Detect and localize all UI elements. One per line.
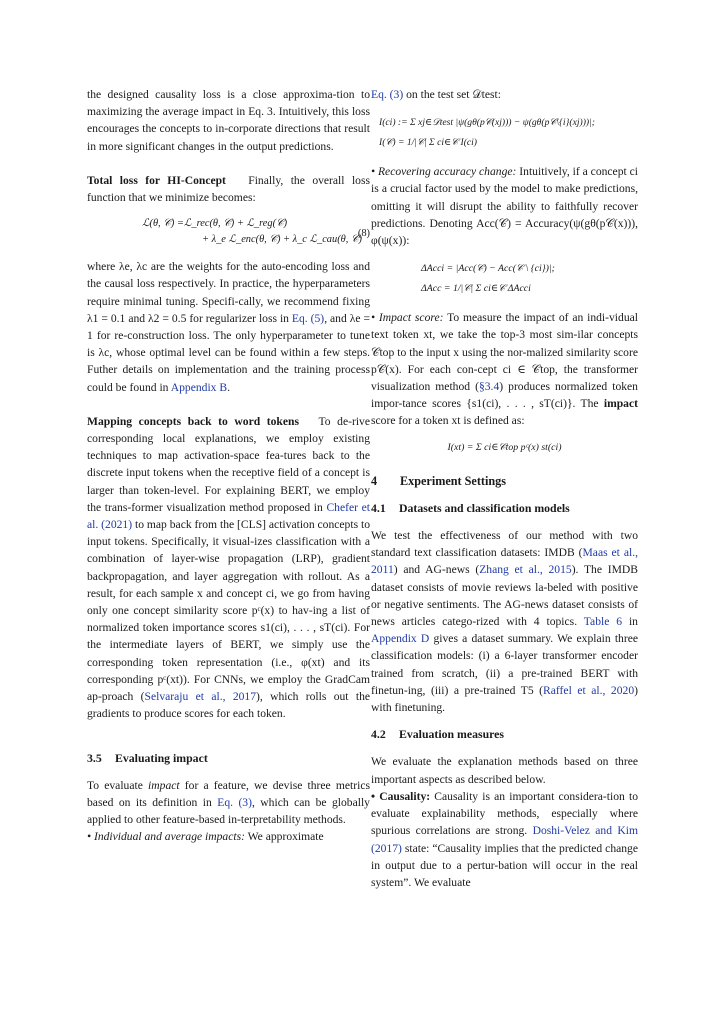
- mapping-text-a: To de-rive corresponding local explanations, we employ existing techniques to map activation-space fea-tures back to the discrete input tokens when the receptive field of a concept is larger than token-level. For explaining BERT, we employ the trans-former visualization method proposed in: [87, 414, 370, 514]
- datasets-text-e: gives a dataset summary. We explain three classification models: (i) a 6-layer transformer encoder trained from scratch, (ii) a pre-trained BERT with finetun-ing, (iii) a pre-trained T5 (: [371, 632, 638, 697]
- bullet-3-label: • Impact score:: [371, 311, 444, 325]
- paragraph-total-loss: [87, 172, 370, 206]
- paragraph-test-set: [371, 86, 638, 103]
- test-set-text: on the test set 𝒟test:: [403, 88, 502, 101]
- equation-accuracy: [371, 259, 638, 299]
- bullet-3-text-a: To measure the impact of an indi-vidual text token xt, we take the top-3 most sim-ilar concepts 𝒞top to the input x using the nor-malized similarity score p𝒞(x). For each con-cept ci ∈ 𝒞top, the transformer visualization method (: [371, 311, 638, 394]
- equation-token-impact-line: I(xt) = Σ ci∈𝒞top pᶜ(x) st(ci): [447, 441, 562, 453]
- datasets-text-d: in: [622, 615, 638, 629]
- section-4-title: Experiment Settings: [400, 473, 506, 488]
- mapping-heading: Mapping concepts back to word tokens: [87, 414, 299, 428]
- mapping-text-c: ), which rolls out the gradients to produce scores for each token.: [87, 690, 371, 721]
- bullet-2-label: • Recovering accuracy change:: [371, 165, 517, 179]
- bullet-1-label: • Individual and average impacts:: [87, 830, 245, 844]
- table-6-link[interactable]: Table 6: [583, 615, 623, 629]
- equation-accuracy-line-1: ΔAcci = |Acc(𝒞) − Acc(𝒞 \ {ci})|;: [421, 263, 555, 275]
- doshi-velez-link[interactable]: Doshi-Velez and Kim (2017): [371, 824, 638, 855]
- bullet-causality: [371, 788, 638, 891]
- section-4-number: 4: [371, 473, 378, 488]
- equation-8-line-2: + λ_e ℒ_enc(θ, 𝒞) + λ_c ℒ_cau(θ, 𝒞): [202, 234, 362, 246]
- selvaraju-link[interactable]: Selvaraju et al., 2017: [144, 690, 257, 704]
- section-4-2-heading: [371, 726, 638, 743]
- equation-accuracy-line-2: ΔAcc = 1/|𝒞| Σ ci∈𝒞 ΔAcci: [421, 283, 531, 295]
- paragraph-datasets: [371, 527, 638, 716]
- eval-text-a: To evaluate: [87, 778, 149, 792]
- bullet-3-text-c: score for a token xt is defined as:: [371, 414, 525, 428]
- weights-text-a: where λe, λc are the weights for the auto-encoding loss and the causal loss respectively. In practice, the hyperparameters require minimal tuning. Specifi-cally, we recommend fixing λ1 = 0.1 and λ2 = 0.5 for regularizer loss in: [87, 260, 370, 325]
- paragraph-mapping: [87, 413, 370, 723]
- equation-impact-line-2: I(𝒞) = 1/|𝒞| Σ ci∈𝒞 I(ci): [379, 137, 478, 149]
- datasets-text-b: ) and AG-news (: [393, 563, 480, 577]
- appendix-d-link[interactable]: Appendix D: [371, 632, 430, 646]
- causality-label: • Causality:: [371, 789, 431, 803]
- impact-bold: impact: [603, 397, 638, 411]
- section-4-heading: [371, 473, 638, 490]
- section-4-2-number: 4.2: [371, 727, 386, 742]
- eq5-link[interactable]: Eq. (5): [291, 311, 325, 325]
- paragraph-evaluate-impact: [87, 777, 370, 829]
- paragraph-weights: [87, 258, 370, 396]
- section-3-5-heading: [87, 750, 370, 767]
- paragraph-causality-loss: the designed causality loss is a close approxima-tion to maximizing the average impact in Eq. 3. Intuitively, this loss encourages the concepts to in-corporate directions that result in more significant changes in the output predictions.: [87, 88, 370, 153]
- bullet-individual-impacts: [87, 828, 370, 845]
- datasets-text-c: ). The IMDB dataset consists of movie reviews la-beled with positive or negative sentiments. The AG-news dataset consists of news articles catego-rized with 4 topics.: [371, 563, 638, 629]
- causality-text-a: Causality is an important considera-tion to evaluate explainability methods, especially where spurious correlations are strong.: [371, 789, 638, 838]
- bullet-recovering-accuracy: [371, 163, 638, 249]
- left-column: [87, 86, 370, 846]
- bullet-impact-score: [371, 309, 638, 429]
- paragraph-evaluation-measures: We evaluate the explanation methods based on three important aspects as described below.: [371, 755, 638, 786]
- weights-text-b: , and λe = 1 for re-construction loss. The only hyperparameter to tune is λc, whose optimal level can be found within a few steps. Futher details on implementation and the training process could be found in: [87, 311, 370, 394]
- appendix-b-link[interactable]: Appendix B: [170, 380, 228, 394]
- section-3-5-number: 3.5: [87, 750, 102, 765]
- eq3-link-right[interactable]: Eq. (3): [371, 88, 404, 101]
- weights-text-c: .: [227, 380, 230, 394]
- bullet-3-text-b: ) produces normalized token impor-tance scores {s1(ci), . . . , sT(ci)}. The: [371, 380, 638, 411]
- section-4-2-title: Evaluation measures: [399, 727, 504, 742]
- equation-impact: [371, 113, 638, 153]
- eval-text-c: , which can be globally applied to other feature-based in-terpretability methods.: [87, 795, 370, 827]
- bullet-2-text: Intuitively, if a concept ci is a crucial factor used by the model to make predictions, omitting it will disrupt the ability to faithfully recover predictions. Denoting Acc(𝒞) = Accuracy(ψ(gθ(p𝒞(x))), φ(ψ(x)):: [371, 165, 638, 248]
- causality-text-b: state: “Causality implies that the predicted change in output due to a pertur-bation will occur in the real system”. We evaluate: [371, 841, 638, 889]
- section-3-4-link[interactable]: §3.4: [478, 380, 500, 394]
- equation-8-number: (8): [357, 228, 370, 240]
- eq3-link[interactable]: Eq. (3): [217, 795, 252, 809]
- maas-link[interactable]: Maas et al., 2011: [371, 546, 638, 577]
- eval-impact-word: impact: [148, 778, 180, 792]
- section-4-1-heading: [371, 500, 638, 517]
- equation-8-line-1: ℒ(θ, 𝒞) =ℒ_rec(θ, 𝒞) + ℒ_reg(𝒞): [142, 218, 288, 230]
- bullet-1-text: We approximate: [244, 830, 324, 844]
- equation-impact-line-1: I(ci) := Σ xj∈𝒟test |ψ(gθ(p𝒞(xj))) − ψ(gθ(p𝒞\{i}(xj)))|;: [379, 117, 595, 129]
- equation-token-impact: [371, 440, 638, 456]
- datasets-text-f: ) with finetuning.: [371, 683, 638, 715]
- section-4-1-number: 4.1: [371, 500, 386, 515]
- eval-text-b: for a feature, we devise three metrics based on its definition in: [87, 778, 370, 809]
- total-loss-heading: Total loss for HI-Concept: [87, 173, 226, 187]
- chefer-link[interactable]: Chefer et al. (2021): [87, 500, 370, 532]
- datasets-text-a: We test the effectiveness of our method with two standard text classification datasets: IMDB (: [371, 529, 638, 560]
- section-3-5-title: Evaluating impact: [115, 750, 208, 765]
- section-4-1-title: Datasets and classification models: [399, 500, 570, 515]
- equation-8: [87, 216, 370, 248]
- raffel-link[interactable]: Raffel et al., 2020: [543, 683, 635, 697]
- total-loss-text: Finally, the overall loss function that we minimize becomes:: [87, 173, 370, 205]
- zhang-link[interactable]: Zhang et al., 2015: [479, 563, 572, 577]
- right-column: [371, 86, 638, 891]
- mapping-text-b: to map back from the [CLS] activation concepts to input tokens. Specifically, it visual-izes classification with a combination of layer-wise propagation (LRP), gradient backpropagation, and layer aggregation with rollout. As a result, for each sample x and concept ci, we go from having only one concept similarity score pᶜ(x) to hav-ing a list of normalized token importance scores s1(ci), . . . , sT(ci). For the intermediate layers of BERT, we simply use the corresponding token representation (i.e., φ(xt) and its corresponding pᶜ(xt)). For CNNs, we employ the GradCam ap-proach (: [87, 518, 371, 704]
